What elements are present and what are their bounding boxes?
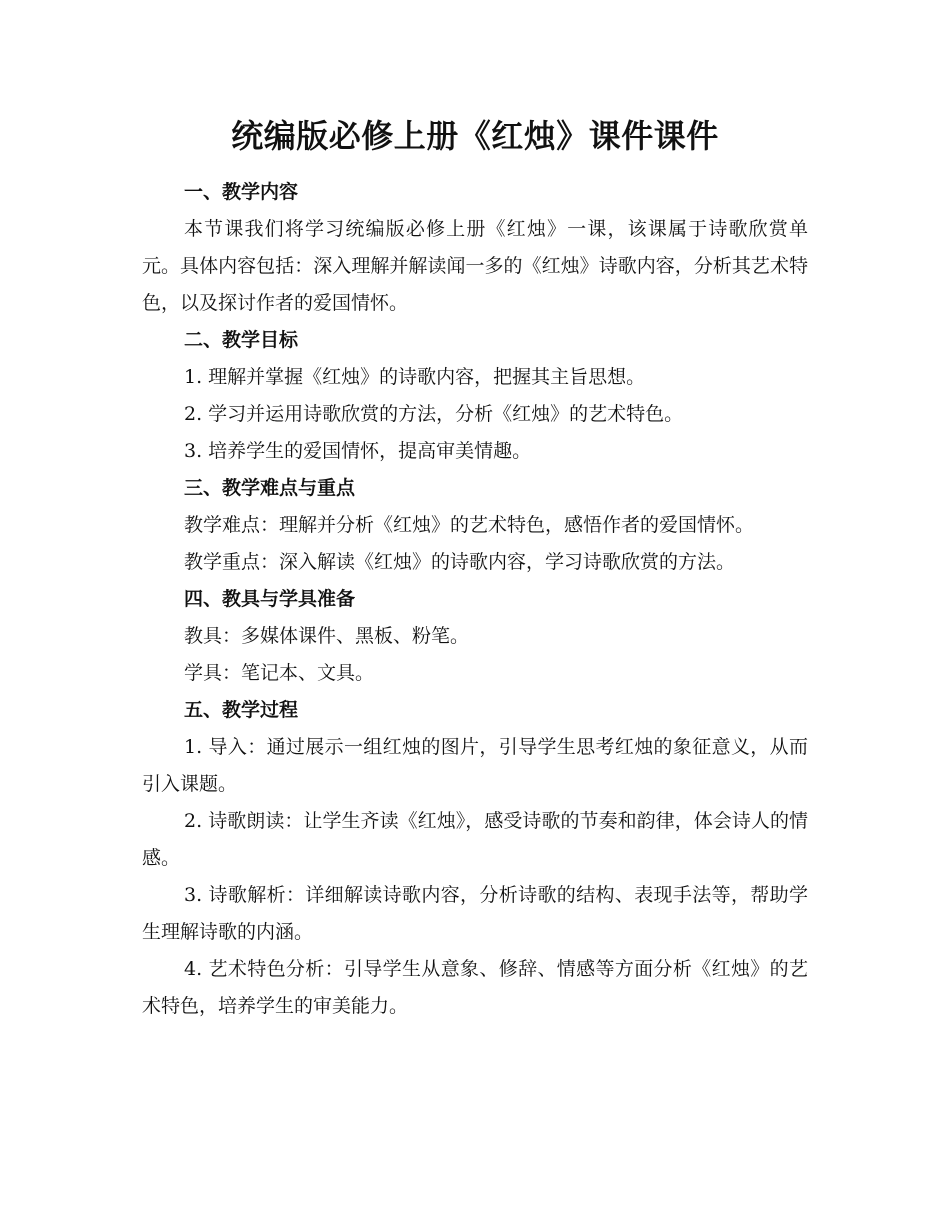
section-heading: 三、教学难点与重点 [184,477,356,499]
paragraph: 教具：多媒体课件、黑板、粉笔。 [184,625,470,647]
section-heading: 四、教具与学具准备 [184,588,356,610]
paragraph: 1. 理解并掌握《红烛》的诗歌内容，把握其主旨思想。 [184,366,646,388]
paragraph: 1. 导入：通过展示一组红烛的图片，引导学生思考红烛的象征意义，从而引入课题。 [142,736,808,795]
section-teaching-aids [142,581,808,692]
paragraph: 2. 学习并运用诗歌欣赏的方法，分析《红烛》的艺术特色。 [184,403,684,425]
section-heading: 五、教学过程 [184,699,299,721]
paragraph: 学具：笔记本、文具。 [184,662,375,684]
section-teaching-content [142,174,808,322]
paragraph: 3. 培养学生的爱国情怀，提高审美情趣。 [184,440,532,462]
paragraph: 2. 诗歌朗读：让学生齐读《红烛》，感受诗歌的节奏和韵律，体会诗人的情感。 [142,810,808,869]
paragraph: 4. 艺术特色分析：引导学生从意象、修辞、情感等方面分析《红烛》的艺术特色，培养学生的审美能力。 [142,958,808,1017]
paragraph: 3. 诗歌解析：详细解读诗歌内容，分析诗歌的结构、表现手法等，帮助学生理解诗歌的内涵。 [142,884,808,943]
paragraph: 教学难点：理解并分析《红烛》的艺术特色，感悟作者的爱国情怀。 [184,514,755,536]
document-page [142,108,808,1025]
section-difficulties-and-focus [142,470,808,581]
section-heading: 一、教学内容 [184,181,299,203]
paragraph: 本节课我们将学习统编版必修上册《红烛》一课，该课属于诗歌欣赏单元。具体内容包括：深入理解并解读闻一多的《红烛》诗歌内容，分析其艺术特色，以及探讨作者的爱国情怀。 [142,218,808,314]
section-heading: 二、教学目标 [184,329,299,351]
document-title: 统编版必修上册《红烛》课件课件 [231,117,719,155]
paragraph: 教学重点：深入解读《红烛》的诗歌内容，学习诗歌欣赏的方法。 [184,551,736,573]
section-teaching-process [142,692,808,1025]
section-teaching-goals [142,322,808,470]
